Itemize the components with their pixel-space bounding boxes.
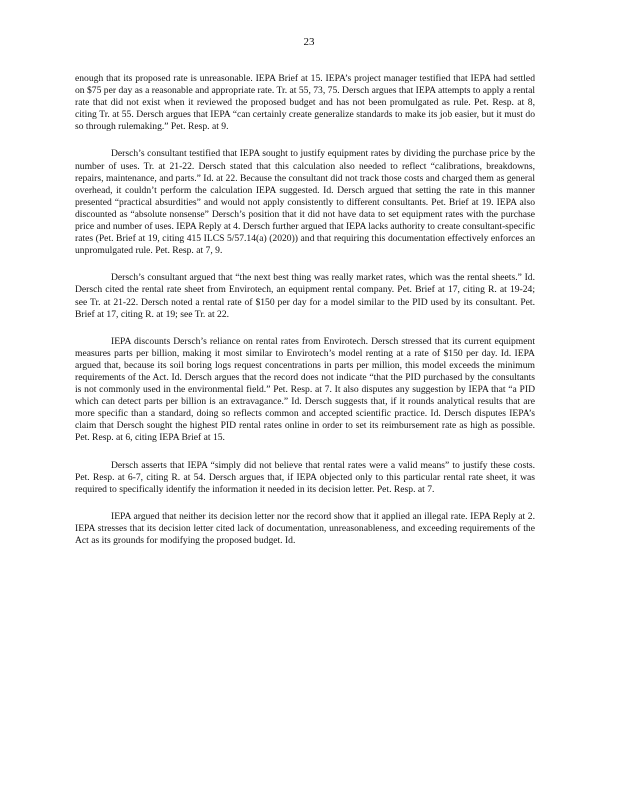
paragraph: Dersch’s consultant argued that “the next best thing was really market rates, which was the rental sheets.” Id. Dersch cited the rental rate sheet from Envirotech, an equipment rental company. Pet. Brief at 17, citing R. at 19-24; see Tr. at 21-22. Dersch noted a rental rate of $150 per day for a model similar to the PID used by its consultant. Pet. Brief at 17, citing R. at 19; see Tr. at 22. (75, 272, 535, 320)
paragraph: IEPA discounts Dersch’s reliance on rental rates from Envirotech. Dersch stressed that its current equipment measures parts per billion, making it most similar to Envirotech’s model renting at a rate of $150 per day. Id. IEPA argued that, because its soil boring logs request concentrations in parts per million, this model exceeds the minimum requirements of the Act. Id. Dersch argues that the record does not indicate “that the PID purchased by the consultants is not commonly used in the environmental field.” Pet. Resp. at 7. It also disputes any suggestion by IEPA that “a PID which can detect parts per billion is an extravagance.” Id. Dersch suggests that, if it rounds analytical results that are more specific than a standard, doing so reflects common and accepted scientific practice. Id. Dersch disputes IEPA’s claim that Dersch sought the highest PID rental rates online in order to set its reimbursement rate as high as possible. Pet. Resp. at 6, citing IEPA Brief at 15. (75, 335, 535, 444)
body-text (75, 73, 535, 562)
page-number: 23 (303, 36, 315, 48)
paragraph: IEPA argued that neither its decision letter nor the record show that it applied an illegal rate. IEPA Reply at 2. IEPA stresses that its decision letter cited lack of documentation, unreasonableness, and exceeding requirements of the Act as its grounds for modifying the proposed budget. Id. (75, 510, 535, 546)
paragraph: Dersch asserts that IEPA “simply did not believe that rental rates were a valid means” to justify these costs. Pet. Resp. at 6-7, citing R. at 54. Dersch argues that, if IEPA objected only to this particular rental rate sheet, it was required to specifically identify the information it needed in its decision letter. Pet. Resp. at 7. (75, 459, 535, 495)
paragraph: Dersch’s consultant testified that IEPA sought to justify equipment rates by dividing the purchase price by the number of uses. Tr. at 21-22. Dersch stated that this calculation also needed to reflect “calibrations, breakdowns, repairs, maintenance, and parts.” Id. at 22. Because the consultant did not track those costs and charged them as general overhead, it couldn’t perform the calculation IEPA suggested. Id. Dersch argued that setting the rate in this manner presented “practical absurdities” and would not apply consistently to different consultants. Pet. Brief at 19. IEPA also discounted as “absolute nonsense” Dersch’s position that it did not have data to set equipment rates with the purchase price and number of uses. IEPA Reply at 4. Dersch further argued that IEPA lacks authority to create consultant-specific rates (Pet. Brief at 19, citing 415 ILCS 5/57.14(a) (2020)) and that requiring this documentation effectively enforces an unpromulgated rule. Pet. Resp. at 7, 9. (75, 148, 536, 257)
paragraph: enough that its proposed rate is unreasonable. IEPA Brief at 15. IEPA’s project manager testified that IEPA had settled on $75 per day as a reasonable and appropriate rate. Tr. at 55, 73, 75. Dersch argues that IEPA attempts to apply a rental rate that did not exist when it reviewed the proposed budget and has not been promulgated as rule. Pet. Resp. at 8, citing Tr. at 55. Dersch argues that IEPA “can certainly create generalize standards to make its job easier, but it must do so through rulemaking.” Pet. Resp. at 9. (75, 73, 535, 133)
